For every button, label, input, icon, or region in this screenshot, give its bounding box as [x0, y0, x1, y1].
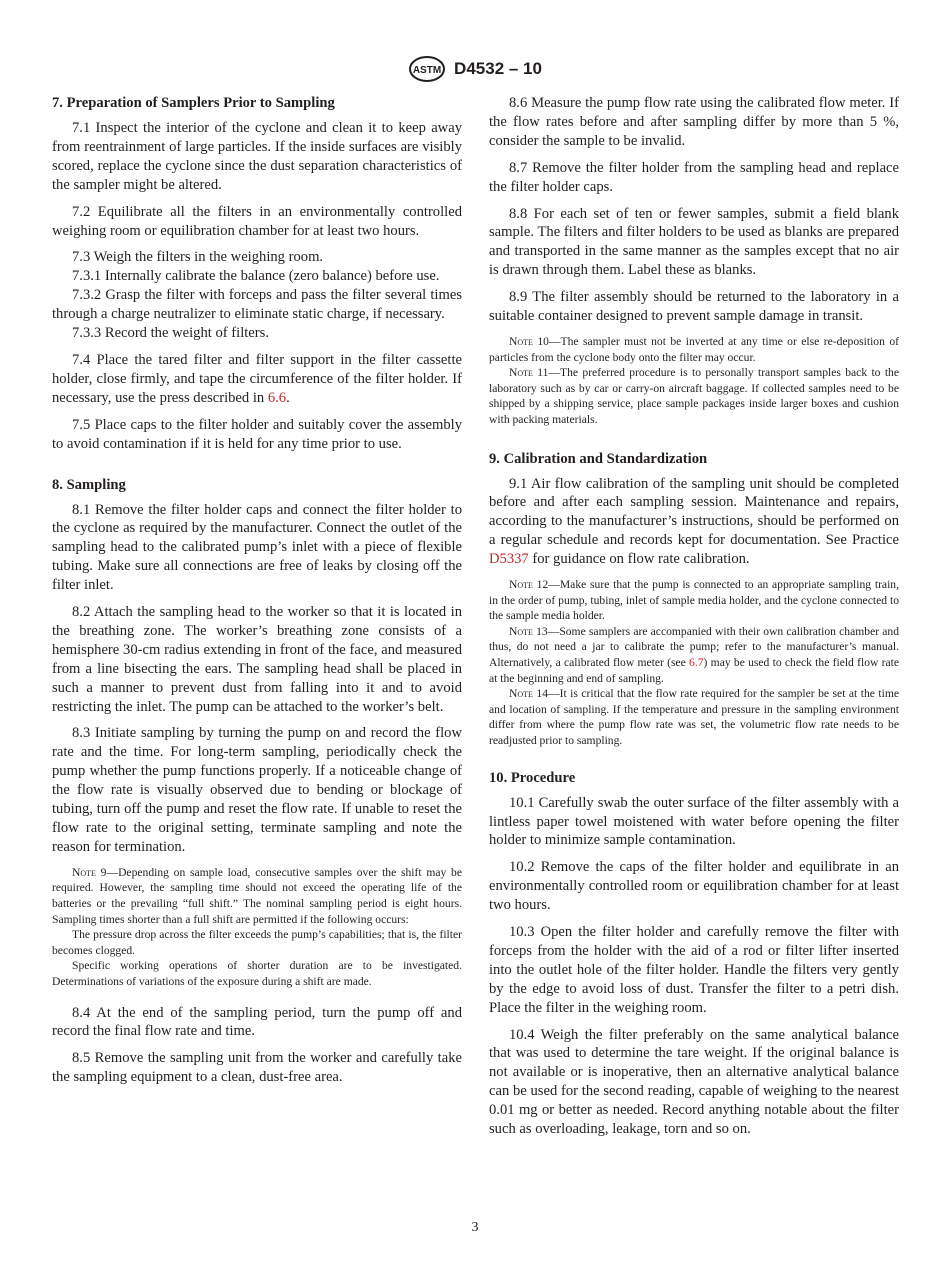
note-text: —The sampler must not be inverted at any time or else re-deposition of particles from the cyclone body onto the filter may occur.	[489, 334, 899, 364]
astm-logo-icon	[408, 56, 446, 82]
paragraph-8-8: 8.8 For each set of ten or fewer samples, submit a field blank sample. The filters and filter holders to be used as blanks are prepared and transported in the same manner as the samples except that no air is drawn through them. Label these as blanks.	[489, 205, 899, 279]
right-column	[489, 94, 899, 1147]
note-text: —Depending on sample load, consecutive samples over the shift may be required. However, the sampling time should not exceed the operating life of the batteries or the prevailing “full shift.” The nominal sampling period is eight hours. Sampling times shorter than a full shift are permitted if the following occurs:	[52, 865, 462, 926]
link-d5337[interactable]: D5337	[489, 551, 529, 568]
left-column	[52, 94, 462, 1095]
paragraph-10-1: 10.1 Carefully swab the outer surface of the filter assembly with a lintless paper towel moistened with water before opening the filter holder to minimize sample contamination.	[489, 794, 899, 849]
svg-text:ASTM: ASTM	[412, 65, 442, 76]
paragraph-text: for guidance on flow rate calibration.	[528, 551, 750, 568]
page-header	[0, 56, 950, 82]
note-label: Note 14	[509, 687, 549, 701]
note-text: —The preferred procedure is to personally transport samples back to the laboratory such as by car or carry-on aircraft baggage. If collected samples need to be shipped by a shipping service, place sample packages inside larger boxes and cushion with packing materials.	[489, 366, 899, 426]
paragraph-10-4: 10.4 Weigh the filter preferably on the same analytical balance that was used to determine the tare weight. If the original balance is not available or is inoperative, then an alternative analytical balance can be used for the second reading, capable of weighing to the nearest 0.01 mg or better as needed. Record anything notable about the filter such as overloading, leakage, torn and so on.	[489, 1026, 899, 1138]
section-9-heading: 9. Calibration and Standardization	[489, 450, 708, 467]
paragraph-7-3: 7.3 Weigh the filters in the weighing room.	[72, 249, 324, 266]
paragraph-7-3-3: 7.3.3 Record the weight of filters.	[72, 325, 269, 342]
paragraph-9-1	[489, 475, 899, 570]
paragraph-10-3: 10.3 Open the filter holder and carefully remove the filter with forceps from the holder with the aid of a rod or filter lifter inserted into the outlet hole of the filter holder. Handle the filters very gently by the edge to avoid loss of dust. Transfer the filter to a petri dish. Place the filter in the weighing room.	[489, 924, 899, 1016]
paragraph-8-4: 8.4 At the end of the sampling period, turn the pump off and record the final flow rate and time.	[52, 1004, 462, 1040]
paragraph-7-3-2: 7.3.2 Grasp the filter with forceps and pass the filter several times through a charge neutralizer to eliminate static charge, if necessary.	[52, 287, 462, 323]
note-text: —Some samplers are accompanied with their own calibration chamber and thus, do not need a jar to calibrate the pump; refer to the manufacturer’s manual. Alternatively, a calibrated flow meter (see	[489, 624, 900, 670]
paragraph-7-3-1: 7.3.1 Internally calibrate the balance (zero balance) before use.	[72, 268, 440, 285]
page-number: 3	[471, 1220, 479, 1235]
paragraph-7-5: 7.5 Place caps to the filter holder and suitably cover the assembly to avoid contamination if it is held for any time prior to use.	[52, 416, 462, 452]
section-8-heading: 8. Sampling	[52, 476, 126, 493]
link-section-6-7[interactable]: 6.7	[689, 656, 704, 670]
section-10-heading: 10. Procedure	[489, 769, 576, 786]
section-7-heading: 7. Preparation of Samplers Prior to Sampling	[52, 95, 335, 111]
note-label: Note 9	[72, 865, 107, 879]
note-12	[489, 577, 899, 624]
note-13	[489, 624, 899, 686]
note-9-item: Specific working operations of shorter duration are to be investigated. Determinations of variations of the exposure during a shift are made.	[52, 959, 462, 988]
paragraph-8-6: 8.6 Measure the pump flow rate using the calibrated flow meter. If the flow rates before and after sampling differ by more than 5 %, consider the sample to be invalid.	[489, 95, 899, 149]
paragraph-text: 9.1 Air flow calibration of the sampling unit should be completed before and after each sampling session. Maintenance and repairs, according to the manufacturer’s instructions, should be performed on a regular schedule and records kept for documentation. See Practice	[489, 475, 899, 549]
note-text: ) may be used to check the field flow rate at the beginning and end of sampling.	[489, 656, 900, 685]
paragraph-8-2: 8.2 Attach the sampling head to the worker so that it is located in the breathing zone. The worker’s breathing zone consists of a hemisphere 30-cm radius extending in front of the face, and measured from a line bisecting the ears. The sampling head shall be placed in such a manner to prevent dust from falling into it and to avoid restricting the inlet. The pump can be attached to the worker’s belt.	[52, 604, 462, 715]
paragraph-8-5: 8.5 Remove the sampling unit from the worker and carefully take the sampling equipment to a clean, dust-free area.	[52, 1050, 462, 1086]
paragraph-8-3: 8.3 Initiate sampling by turning the pump on and record the flow rate and the time. For long-term sampling, periodically check the pump whether the pump functions properly. If a noticeable change of the flow rate is visually observed due to bending or blockage of tubing, turn off the pump and reset the flow rate. If unable to reset the flow rate to the original setting, terminate sampling and note the reason for termination.	[52, 725, 462, 855]
paragraph-text: .	[286, 389, 290, 406]
note-label: Note 11	[509, 366, 549, 380]
paragraph-text: 7.4 Place the tared filter and filter support in the filter cassette holder, close firmly, and tape the circumference of the filter holder. If necessary, use the press described in	[52, 351, 462, 406]
note-text: —Make sure that the pump is connected to an appropriate sampling train, in the order of pump, tubing, inlet of sample media holder, and the cyclone connected to the sample media holder.	[489, 578, 899, 623]
note-label: Note 10	[509, 334, 549, 348]
notes-10-11	[489, 334, 899, 428]
paragraph-8-7: 8.7 Remove the filter holder from the sampling head and replace the filter holder caps.	[489, 159, 899, 195]
paragraph-7-1: 7.1 Inspect the interior of the cyclone and clean it to keep away from reentrainment of large particles. If the inside surfaces are visibly scored, replace the cyclone since the dust separation characteristics of the sampler might be altered.	[52, 120, 462, 193]
note-10	[489, 334, 899, 365]
paragraph-8-9: 8.9 The filter assembly should be returned to the laboratory in a suitable container designed to prevent sample damage in transit.	[489, 289, 899, 325]
note-11	[489, 365, 899, 427]
link-section-6-6[interactable]: 6.6	[267, 389, 287, 406]
paragraph-7-4	[52, 351, 462, 408]
paragraph-7-2: 7.2 Equilibrate all the filters in an environmentally controlled weighing room or equilibration chamber for at least two hours.	[52, 203, 462, 239]
document-designation: D4532 – 10	[454, 59, 542, 78]
note-9	[52, 865, 462, 990]
note-text: —It is critical that the flow rate required for the sampler be set at the time and location of sampling. If the temperature and pressure in the sampling environment differ from where the pump flow rate was set, the volumetric flow rate needs to be readjusted prior to sampling.	[489, 687, 899, 747]
note-label: Note 13	[509, 624, 548, 638]
notes-12-14	[489, 577, 899, 749]
note-14	[489, 686, 899, 748]
note-9-item: The pressure drop across the filter exceeds the pump’s capabilities; that is, the filter becomes clogged.	[52, 928, 462, 957]
paragraph-10-2: 10.2 Remove the caps of the filter holder and equilibrate in an environmentally controlled room or equilibration chamber for at least two hours.	[489, 859, 899, 914]
note-label: Note 12	[509, 578, 549, 592]
paragraph-8-1: 8.1 Remove the filter holder caps and connect the filter holder to the cyclone as required by the manufacturer. Connect the outlet of the sampling head to the calibrated pump’s inlet with a piece of flexible tubing. Make sure all connections are free of leaks by closing off the filter inlet.	[52, 501, 462, 594]
